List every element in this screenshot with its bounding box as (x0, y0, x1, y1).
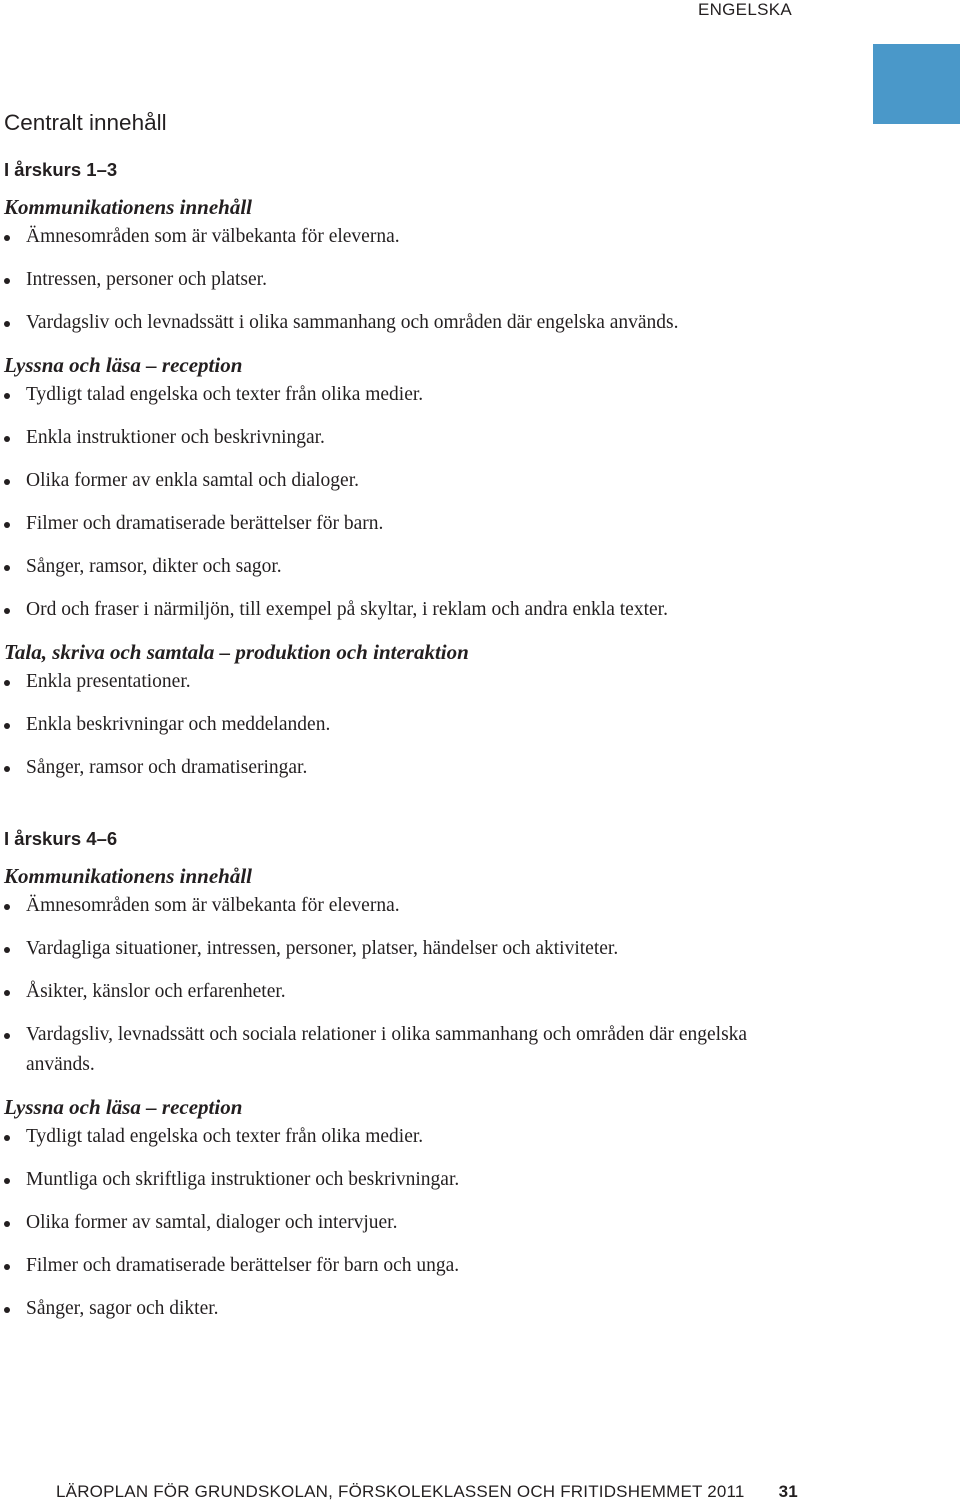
list-item: Intressen, personer och platser. (4, 265, 864, 295)
list-item: Vardagliga situationer, intressen, personer, platser, händelser och aktiviteter. (4, 934, 864, 964)
list-item: Ämnesområden som är välbekanta för eleverna. (4, 891, 864, 921)
page-title: Centralt innehåll (4, 110, 167, 135)
bullet-list (4, 222, 864, 338)
bullet-list (4, 380, 864, 625)
list-item: Enkla presentationer. (4, 667, 864, 697)
list-item: Vardagsliv och levnadssätt i olika sammanhang och områden där engelska används. (4, 308, 864, 338)
bullet-list (4, 667, 864, 783)
list-item: Filmer och dramatiserade berättelser för barn. (4, 509, 864, 539)
subsection-heading: Kommunikationens innehåll (4, 195, 253, 219)
grade-heading: I årskurs 4–6 (4, 828, 118, 849)
subsection-heading: Tala, skriva och samtala – produktion och interaktion (4, 640, 469, 664)
bullet-list (4, 891, 864, 1080)
page-footer (56, 1481, 798, 1503)
subsection-heading: Lyssna och läsa – reception (4, 1095, 243, 1119)
list-item: Sånger, ramsor och dramatiseringar. (4, 753, 864, 783)
list-item: Olika former av samtal, dialoger och intervjuer. (4, 1208, 864, 1238)
main-content (4, 108, 864, 1324)
list-item: Enkla instruktioner och beskrivningar. (4, 423, 864, 453)
list-item: Muntliga och skriftliga instruktioner och beskrivningar. (4, 1165, 864, 1195)
list-item: Ämnesområden som är välbekanta för eleverna. (4, 222, 864, 252)
running-header: ENGELSKA (697, 0, 792, 19)
list-item: Tydligt talad engelska och texter från olika medier. (4, 380, 864, 410)
list-item: Filmer och dramatiserade berättelser för barn och unga. (4, 1251, 864, 1281)
list-item: Vardagsliv, levnadssätt och sociala relationer i olika sammanhang och områden där engelska används. (4, 1020, 864, 1080)
subsection-heading: Kommunikationens innehåll (4, 864, 253, 888)
page-number: 31 (778, 1482, 798, 1501)
list-item: Åsikter, känslor och erfarenheter. (4, 977, 864, 1007)
list-item: Sånger, sagor och dikter. (4, 1294, 864, 1324)
list-item: Ord och fraser i närmiljön, till exempel på skyltar, i reklam och andra enkla texter. (4, 595, 864, 625)
list-item: Sånger, ramsor, dikter och sagor. (4, 552, 864, 582)
footer-title: LÄROPLAN FÖR GRUNDSKOLAN, FÖRSKOLEKLASSEN OCH FRITIDSHEMMET 2011 (56, 1482, 745, 1501)
grade-heading: I årskurs 1–3 (4, 159, 118, 180)
section-tab-marker (873, 44, 960, 124)
grade-1-3-section (4, 158, 864, 783)
bullet-list (4, 1122, 864, 1324)
grade-4-6-section (4, 827, 864, 1324)
subsection-heading: Lyssna och läsa – reception (4, 353, 243, 377)
list-item: Enkla beskrivningar och meddelanden. (4, 710, 864, 740)
list-item: Tydligt talad engelska och texter från olika medier. (4, 1122, 864, 1152)
list-item: Olika former av enkla samtal och dialoger. (4, 466, 864, 496)
